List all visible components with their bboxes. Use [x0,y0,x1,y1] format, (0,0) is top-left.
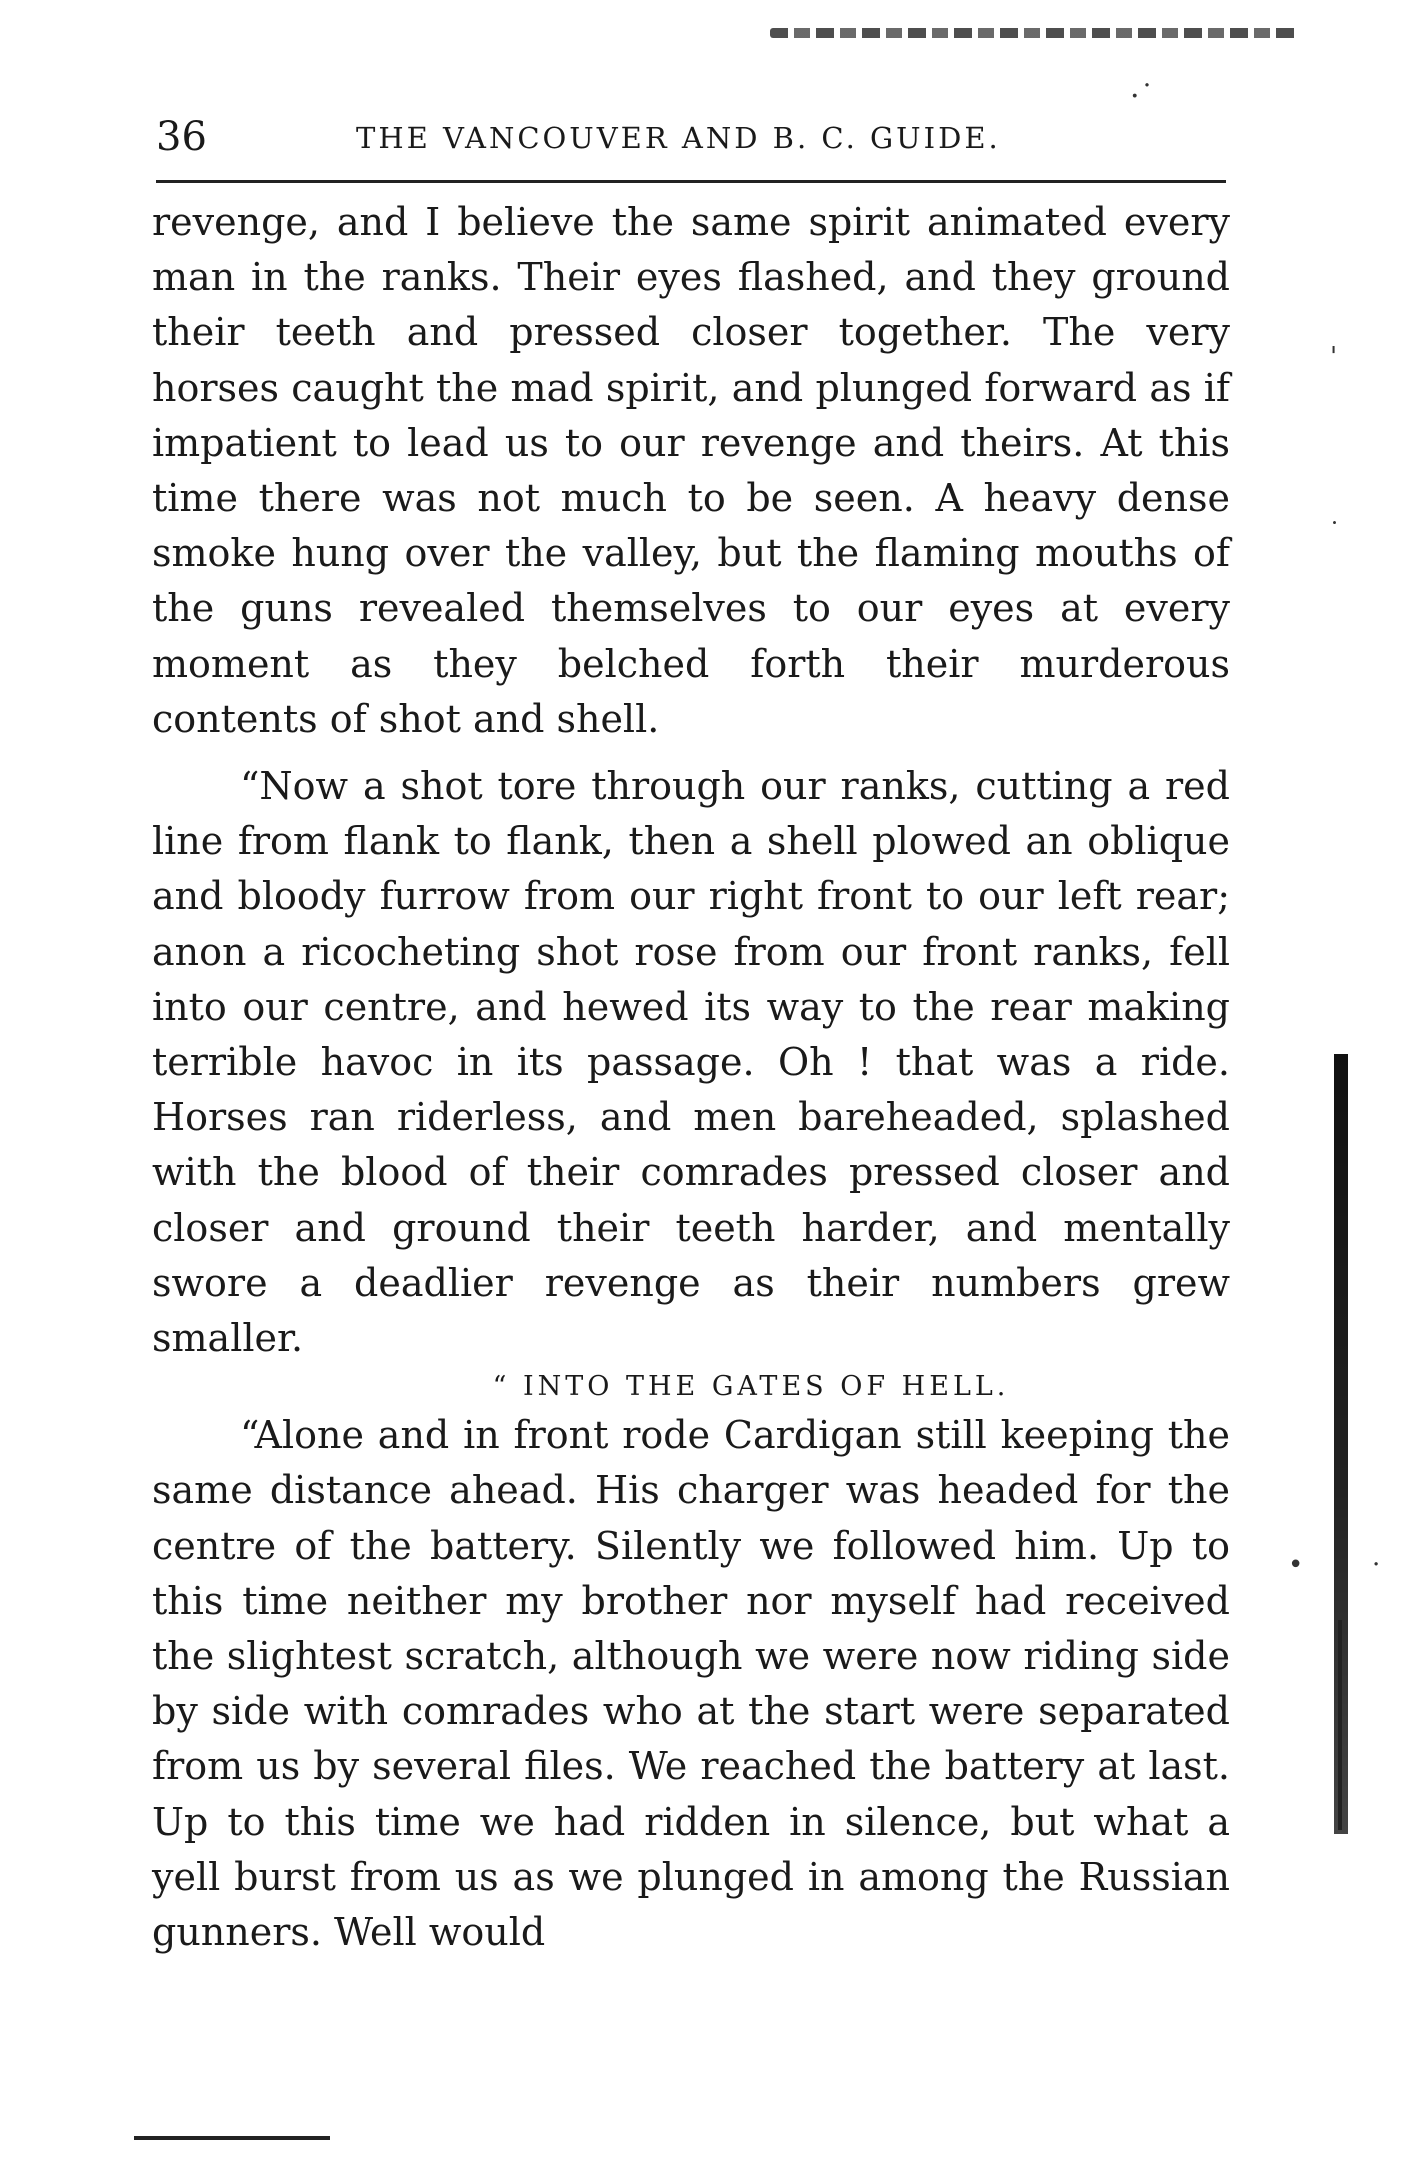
page-body [152,195,1230,1960]
stray-marks: ·˙ [1130,79,1155,114]
paragraph-shot-tore: “Now a shot tore through our ranks, cutting a red line from flank to flank, then a shell plowed an oblique and bloody furrow from our right front to our left rear; anon a ricocheting shot rose from our front ranks, fell into our centre, and hewed its way to the rear making terrible havoc in its passage. Oh ! that was a ride. Horses ran riderless, and men bareheaded, splashed with the blood of their comrades pressed closer and closer and ground their teeth harder, and mentally swore a deadlier revenge as their numbers grew smaller. [152,764,1230,1361]
page-number: 36 [156,114,207,160]
paragraph-continued: revenge, and I believe the same spirit animated every man in the ranks. Their eyes flashed, and they ground their teeth and pressed closer together. The very horses caught the mad spirit, and plunged forward as if impatient to lead us to our revenge and theirs. At this time there was not much to be seen. A heavy dense smoke hung over the valley, but the flaming mouths of the guns revealed themselves to our eyes at every moment as they belched forth their murderous contents of shot and shell. [152,200,1230,741]
top-edge-mark [770,28,1300,38]
margin-speck: ' [1330,342,1338,372]
section-subheading: “ INTO THE GATES OF HELL. [492,1371,1010,1403]
margin-bullet: • [1288,1550,1304,1580]
header-rule [156,180,1226,183]
running-title: THE VANCOUVER AND B. C. GUIDE. [356,121,1001,155]
running-head [156,112,1226,162]
margin-scan-line [1338,1620,1342,1830]
margin-bullet: · [1372,1550,1381,1580]
margin-speck: ˙ [1328,518,1341,548]
paragraph-cardigan: “Alone and in front rode Cardigan still keeping the same distance ahead. His charger was headed for the centre of the battery. Silently we followed him. Up to this time neither my brother nor myself had received the slightest scratch, although we were now riding side by side with comrades who at the start were separated from us by several files. We reached the battery at last. Up to this time we had ridden in silence, but what a yell burst from us as we plunged in among the Russian gunners. Well would [152,1413,1230,1955]
footer-rule [134,2136,330,2140]
